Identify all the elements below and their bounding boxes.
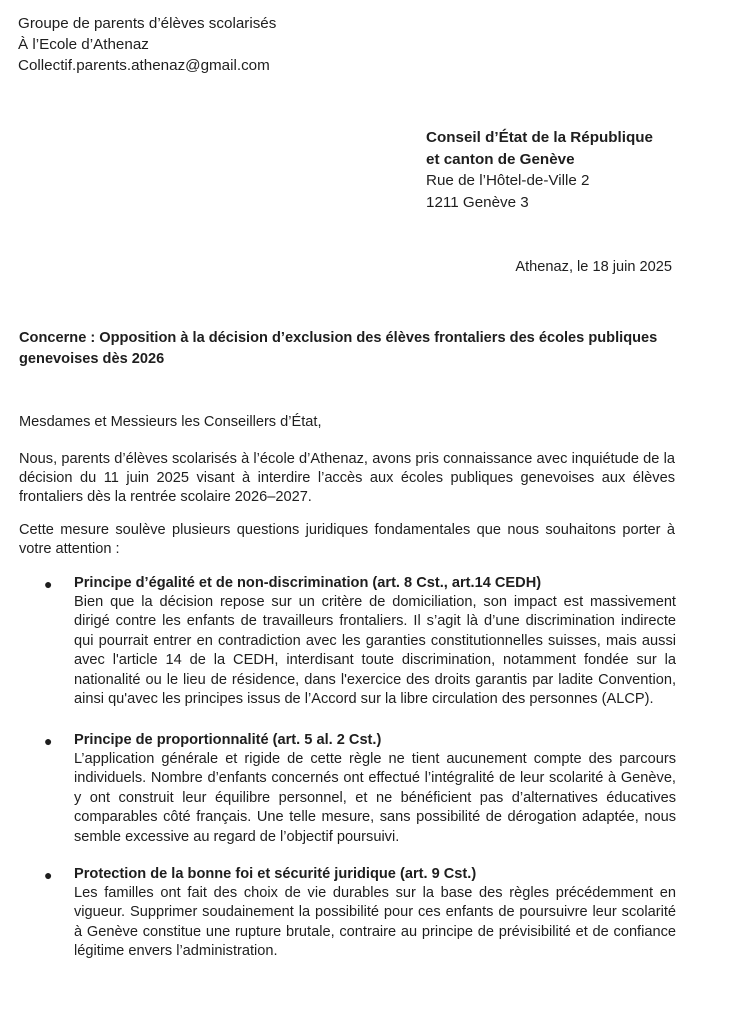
- sender-group-name: Groupe de parents d’élèves scolarisés: [18, 15, 277, 32]
- sender-school: À l’Ecole d’Athenaz: [18, 36, 149, 53]
- list-item: [44, 731, 676, 847]
- list-item-title: Protection de la bonne foi et sécurité juridique (art. 9 Cst.): [74, 866, 477, 882]
- list-item-text: Bien que la décision repose sur un critère de domiciliation, son impact est massivement dirigé contre les enfants de travailleurs frontaliers. Il s’agit là d’une discrimination indirecte qui pourrait entrer en contradiction avec les garanties constitutionnelles suisses, mais aussi avec l'article 14 de la CEDH, interdisant toute discrimination, notamment fondée sur la nationalité ou le lieu de résidence, dans l'exercice des droits garantis par ladite Convention, ainsi qu'avec les principes issus de l’Accord sur la libre circulation des personnes (ALCP).: [74, 594, 676, 708]
- letter-subject: Concerne : Opposition à la décision d’exclusion des élèves frontaliers des écoles publiques genevoises dès 2026: [19, 330, 658, 367]
- bullet-icon: ●: [44, 867, 53, 883]
- recipient-block: [426, 127, 653, 213]
- sender-email: Collectif.parents.athenaz@gmail.com: [18, 57, 270, 74]
- letter-date: Athenaz, le 18 juin 2025: [515, 259, 672, 275]
- bullet-icon: ●: [44, 576, 53, 592]
- list-item-title: Principe d’égalité et de non-discrimination (art. 8 Cst., art.14 CEDH): [74, 575, 542, 591]
- recipient-name-line1: Conseil d’État de la République: [426, 129, 653, 146]
- list-item: [44, 574, 676, 709]
- list-item-text: Les familles ont fait des choix de vie durables sur la base des règles précédemment en vigueur. Supprimer soudainement la possibilité pour ces enfants de poursuivre leur scolarité à Genève constitue une rupture brutale, contraire au principe de prévisibilité et de confiance légitime envers l’administration.: [74, 885, 676, 960]
- recipient-name-line2: et canton de Genève: [426, 150, 575, 168]
- bullet-icon: ●: [44, 733, 53, 749]
- list-item: [44, 865, 676, 962]
- concerns-paragraph: Cette mesure soulève plusieurs questions juridiques fondamentales que nous souhaitons porter à votre attention :: [19, 522, 675, 557]
- salutation: Mesdames et Messieurs les Conseillers d’État,: [19, 414, 322, 430]
- list-item-text: L’application générale et rigide de cette règle ne tient aucunement compte des parcours individuels. Nombre d’enfants concernés ont effectué l’intégralité de leur scolarité à Genève, y ont construit leur équilibre personnel, et ne bénéficient pas d’alternatives éducatives comparables côté français. Une telle mesure, sans possibilité de dérogation adaptée, nous semble excessive au regard de l’objectif poursuivi.: [74, 751, 676, 845]
- intro-paragraph: Nous, parents d’élèves scolarisés à l’école d’Athenaz, avons pris connaissance avec inquiétude de la décision du 11 juin 2025 visant à interdire l’accès aux écoles publiques genevoises aux élèves frontaliers dès la rentrée scolaire 2026–2027.: [19, 451, 675, 505]
- sender-block: [18, 13, 276, 76]
- recipient-street: Rue de l’Hôtel-de-Ville 2: [426, 172, 590, 189]
- recipient-city: 1211 Genève 3: [426, 193, 529, 211]
- list-item-title: Principe de proportionnalité (art. 5 al. 2 Cst.): [74, 732, 382, 748]
